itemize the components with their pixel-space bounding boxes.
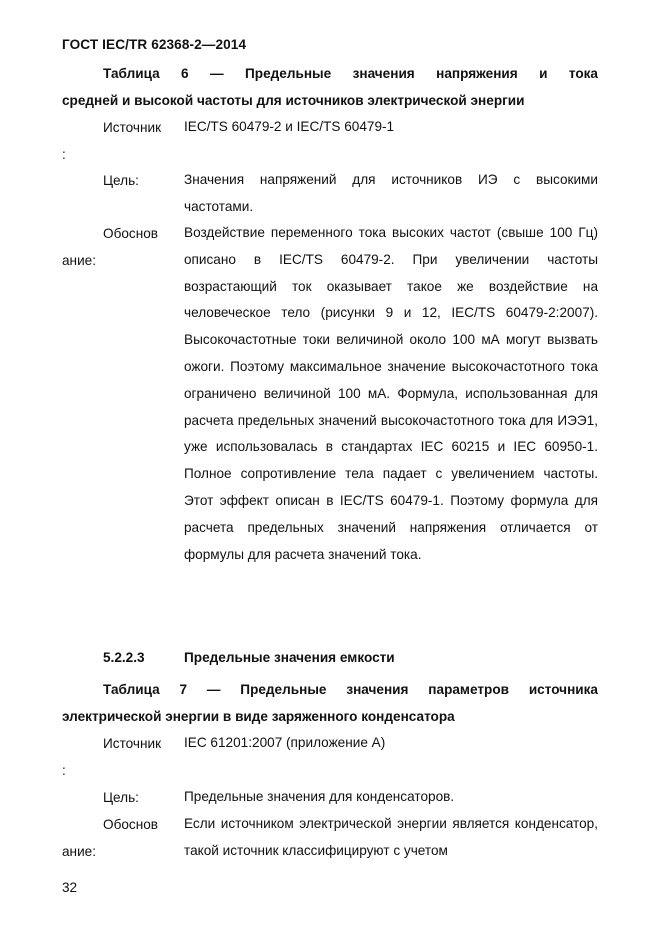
table6-rationale-label-part1: Обоснов	[103, 226, 159, 241]
table7-title-line2: электрической энергии в виде заряженного конденсатора	[62, 709, 455, 724]
section-title: Предельные значения емкости	[184, 650, 395, 665]
table6-rationale-value: Воздействие переменного тока высоких частот (свыше 100 Гц) описано в IEC/TS 60479-2. При увеличении частоты возрастающий ток оказывает такое же воздействие на человеческое тело (рисунки 9 и 12, IEC/TS 60479-2:2007). Высокочастотные токи величиной около 100 мА могут вызвать ожоги. Поэтому максимальное значение высокочастотного тока ограничено величиной 100 мА. Формула, использованная для расчета предельных значений высокочастотного тока для ИЭЭ1, уже использовалась в стандартах IEC 60215 и IEC 60950-1. Полное сопротивление тела падает с увеличением частоты. Этот эффект описан в IEC/TS 60479-1. Поэтому формула для расчета предельных значений напряжения отличается от формулы для расчета значений тока.	[184, 225, 598, 562]
table6-source-value: IEC/TS 60479-2 и IEC/TS 60479-1	[184, 119, 395, 134]
table6-goal-label-text: Цель:	[103, 173, 139, 188]
table7-source-value: IEC 61201:2007 (приложение А)	[184, 735, 386, 750]
table7-goal-label-text: Цель:	[103, 790, 139, 805]
table7-source-label-part2: :	[62, 763, 66, 778]
section-heading	[103, 650, 395, 665]
table6-source-label	[62, 114, 177, 168]
document-header: ГОСТ IEC/TR 62368-2—2014	[62, 37, 247, 52]
table6-source-label-part2: :	[62, 147, 66, 162]
table6-rationale-label-part2: ание:	[62, 253, 96, 268]
table6-source-label-part1: Источник	[103, 120, 162, 135]
table7-goal-value: Предельные значения для конденсаторов.	[184, 789, 455, 804]
table7-source-label-part1: Источник	[103, 736, 162, 751]
section-number: 5.2.2.3	[103, 650, 145, 665]
table6-title	[62, 60, 598, 114]
page-number: 32	[62, 880, 78, 895]
table6-title-line1: Таблица 6 — Предельные значения напряжения и тока	[103, 66, 598, 81]
table7-title-line1: Таблица 7 — Предельные значения параметров источника	[103, 682, 598, 697]
table6-goal-value: Значения напряжений для источников ИЭ с высокими частотами.	[184, 172, 598, 214]
table7-goal-label	[62, 784, 177, 811]
table7-rationale-label	[62, 811, 177, 865]
table7-source-label	[62, 730, 177, 784]
table7-rationale-value: Если источником электрической энергии является конденсатор, такой источник классифицируют с учетом	[184, 816, 598, 858]
table7-rationale-label-part2: ание:	[62, 844, 96, 859]
table6-rationale-label	[62, 220, 177, 274]
table6-title-line2: средней и высокой частоты для источников электрической энергии	[62, 93, 525, 108]
table7-title	[62, 676, 598, 730]
table7-rationale-label-part1: Обоснов	[103, 817, 159, 832]
table6-goal-label	[62, 167, 177, 194]
